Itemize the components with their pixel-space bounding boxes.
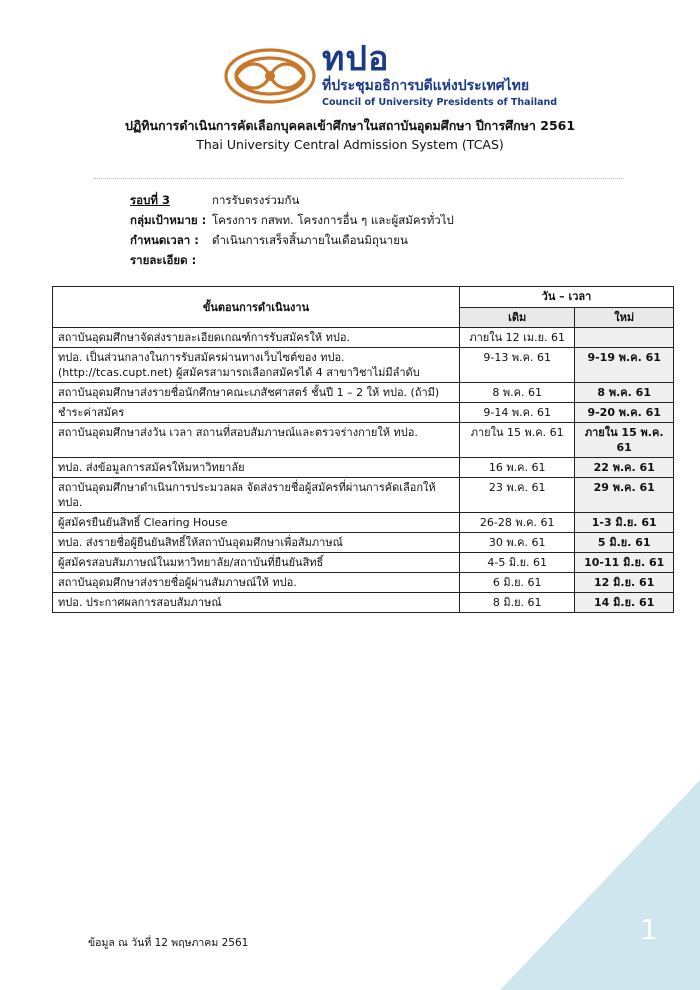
info-value: ดำเนินการเสร็จสิ้นภายในเดือนมิถุนายน bbox=[212, 233, 408, 247]
info-label: กลุ่มเป้าหมาย : bbox=[130, 213, 207, 227]
document-title-thai: ปฏิทินการดำเนินการคัดเลือกบุคคลเข้าศึกษาในสถาบันอุดมศึกษา ปีการศึกษา 2561 bbox=[124, 118, 576, 133]
new-date-cell: 22 พ.ค. 61 bbox=[575, 458, 674, 478]
step-cell: สถาบันอุดมศึกษาดำเนินการประมวลผล จัดส่งรายชื่อผู้สมัครที่ผ่านการคัดเลือกให้ ทปอ. bbox=[53, 478, 460, 513]
new-date-cell: 5 มิ.ย. 61 bbox=[575, 533, 674, 553]
step-cell: สถาบันอุดมศึกษาจัดส่งรายละเอียดเกณฑ์การรับสมัครให้ ทปอ. bbox=[53, 328, 460, 348]
data-date-note: ข้อมูล ณ วันที่ 12 พฤษภาคม 2561 bbox=[88, 937, 249, 949]
header-datetime: วัน – เวลา bbox=[460, 287, 674, 308]
header-old: เดิม bbox=[460, 307, 575, 328]
table-row bbox=[53, 383, 674, 403]
table-row bbox=[53, 573, 674, 593]
info-value: โครงการ กสพท. โครงการอื่น ๆ และผู้สมัครทั่วไป bbox=[212, 213, 454, 227]
old-date-cell: 9-13 พ.ค. 61 bbox=[460, 348, 575, 383]
old-date-cell: 8 มิ.ย. 61 bbox=[460, 593, 575, 613]
new-date-cell: ภายใน 15 พ.ค. 61 bbox=[575, 423, 674, 458]
new-date-cell: 12 มิ.ย. 61 bbox=[575, 573, 674, 593]
old-date-cell: ภายใน 12 เม.ย. 61 bbox=[460, 328, 575, 348]
table-row bbox=[53, 593, 674, 613]
corner-decoration bbox=[500, 780, 700, 990]
table-row bbox=[53, 458, 674, 478]
table-row bbox=[53, 423, 674, 458]
table-row bbox=[53, 533, 674, 553]
logo-abbreviation: ทปอ bbox=[322, 39, 390, 79]
old-date-cell: 8 พ.ค. 61 bbox=[460, 383, 575, 403]
cupt-emblem-icon bbox=[222, 44, 318, 108]
step-cell: ผู้สมัครสอบสัมภาษณ์ในมหาวิทยาลัย/สถาบันที่ยืนยันสิทธิ์ bbox=[53, 553, 460, 573]
step-cell: ทปอ. เป็นส่วนกลางในการรับสมัครผ่านทางเว็บไซต์ของ ทปอ. (http://tcas.cupt.net) ผู้สมัครสามารถเลือกสมัครได้ 4 สาขาวิชาไม่มีลำดับ bbox=[53, 348, 460, 383]
table-row bbox=[53, 348, 674, 383]
dotted-divider bbox=[94, 178, 624, 179]
step-cell: ชำระค่าสมัคร bbox=[53, 403, 460, 423]
info-label: รายละเอียด : bbox=[130, 253, 197, 267]
new-date-cell: 14 มิ.ย. 61 bbox=[575, 593, 674, 613]
step-cell: ทปอ. ประกาศผลการสอบสัมภาษณ์ bbox=[53, 593, 460, 613]
document-title-english: Thai University Central Admission System (TCAS) bbox=[196, 137, 504, 152]
table-row bbox=[53, 478, 674, 513]
step-cell: สถาบันอุดมศึกษาส่งรายชื่อผู้ผ่านสัมภาษณ์ให้ ทปอ. bbox=[53, 573, 460, 593]
new-date-cell: 9-20 พ.ค. 61 bbox=[575, 403, 674, 423]
table-row bbox=[53, 513, 674, 533]
schedule-body bbox=[53, 328, 674, 613]
table-row bbox=[53, 553, 674, 573]
new-date-cell: 29 พ.ค. 61 bbox=[575, 478, 674, 513]
cupt-logo bbox=[222, 39, 558, 112]
logo-thai-name: ที่ประชุมอธิการบดีแห่งประเทศไทย bbox=[322, 78, 530, 94]
logo-english-name: Council of University Presidents of Thailand bbox=[322, 97, 558, 108]
info-label: กำหนดเวลา : bbox=[130, 233, 199, 247]
info-value: การรับตรงร่วมกัน bbox=[212, 193, 300, 207]
new-date-cell bbox=[575, 328, 674, 348]
info-label: รอบที่ 3 bbox=[130, 193, 170, 207]
new-date-cell: 10-11 มิ.ย. 61 bbox=[575, 553, 674, 573]
table-row bbox=[53, 403, 674, 423]
new-date-cell: 1-3 มิ.ย. 61 bbox=[575, 513, 674, 533]
old-date-cell: 23 พ.ค. 61 bbox=[460, 478, 575, 513]
step-cell: ทปอ. ส่งรายชื่อผู้ยืนยันสิทธิ์ให้สถาบันอุดมศึกษาเพื่อสัมภาษณ์ bbox=[53, 533, 460, 553]
schedule-table bbox=[52, 286, 674, 613]
old-date-cell: 30 พ.ค. 61 bbox=[460, 533, 575, 553]
new-date-cell: 8 พ.ค. 61 bbox=[575, 383, 674, 403]
step-cell: ทปอ. ส่งข้อมูลการสมัครให้มหาวิทยาลัย bbox=[53, 458, 460, 478]
step-cell: สถาบันอุดมศึกษาส่งวัน เวลา สถานที่สอบสัมภาษณ์และตรวจร่างกายให้ ทปอ. bbox=[53, 423, 460, 458]
old-date-cell: 26-28 พ.ค. 61 bbox=[460, 513, 575, 533]
old-date-cell: 9-14 พ.ค. 61 bbox=[460, 403, 575, 423]
old-date-cell: 6 มิ.ย. 61 bbox=[460, 573, 575, 593]
new-date-cell: 9-19 พ.ค. 61 bbox=[575, 348, 674, 383]
header-steps: ขั้นตอนการดำเนินงาน bbox=[53, 287, 460, 328]
page-number: 1 bbox=[640, 913, 658, 946]
step-cell: ผู้สมัครยืนยันสิทธิ์ Clearing House bbox=[53, 513, 460, 533]
table-row bbox=[53, 328, 674, 348]
old-date-cell: ภายใน 15 พ.ค. 61 bbox=[460, 423, 575, 458]
header-new: ใหม่ bbox=[575, 307, 674, 328]
old-date-cell: 16 พ.ค. 61 bbox=[460, 458, 575, 478]
step-cell: สถาบันอุดมศึกษาส่งรายชื่อนักศึกษาคณะเภสัชศาสตร์ ชั้นปี 1 – 2 ให้ ทปอ. (ถ้ามี) bbox=[53, 383, 460, 403]
old-date-cell: 4-5 มิ.ย. 61 bbox=[460, 553, 575, 573]
